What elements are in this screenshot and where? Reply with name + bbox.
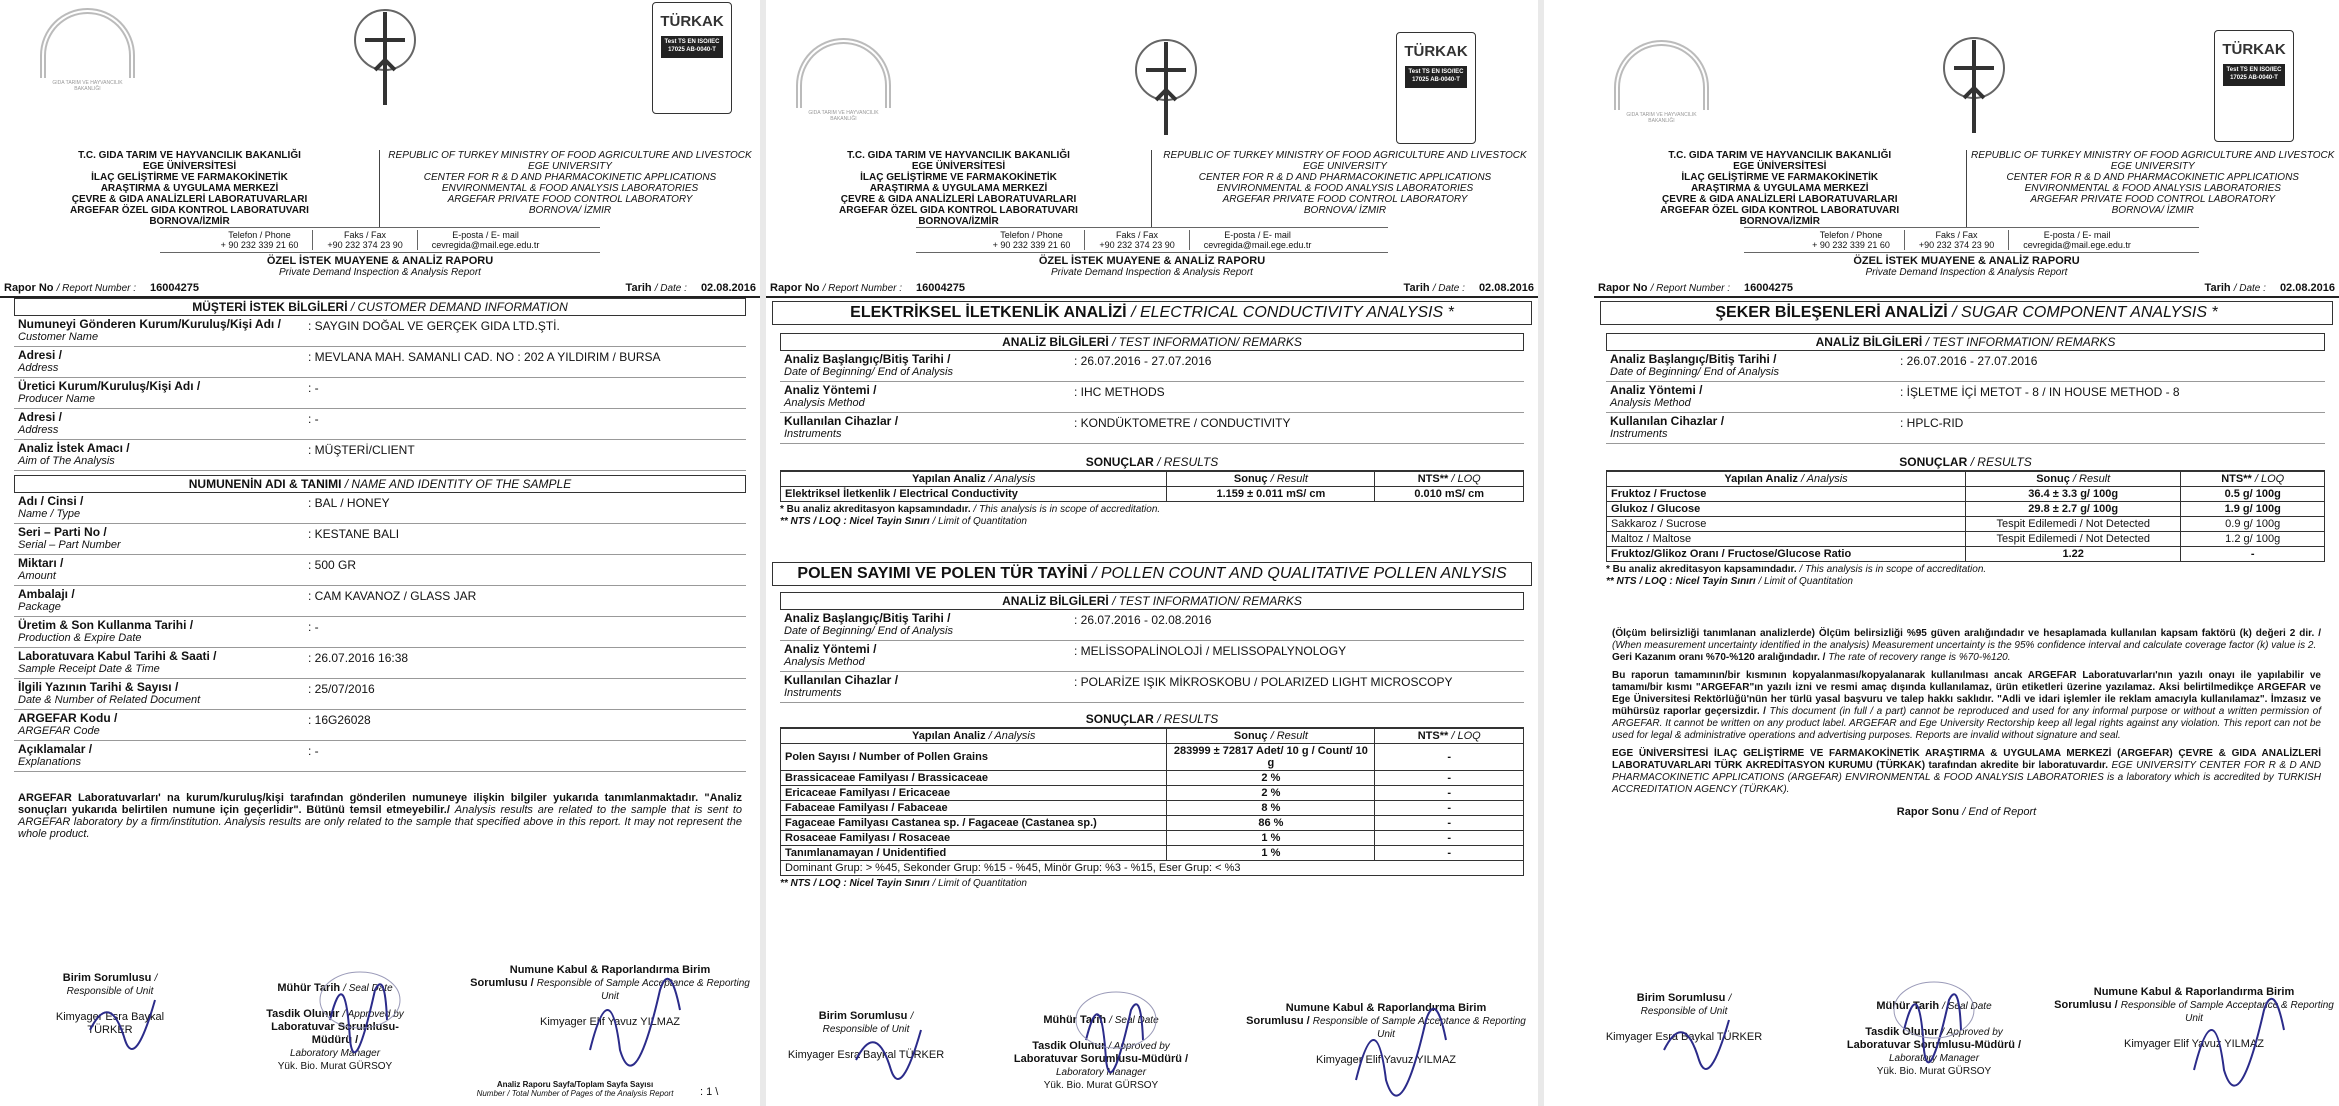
ec-analysis-title: ELEKTRİKSEL İLETKENLİK ANALİZİ / ELECTRICAL CONDUCTIVITY ANALYSIS *	[772, 301, 1532, 325]
table-row: Fagaceae Familyası Castanea sp. / Fagaceae (Castanea sp.) 86 % -	[781, 816, 1524, 831]
report-subtitle: Private Demand Inspection & Analysis Report	[1051, 267, 1253, 278]
field-receipt-date: Laboratuvara Kabul Tarihi & Saati / Sample Receipt Date & Time : 26.07.2016 16:38	[14, 648, 746, 679]
field-serial-number: Seri – Parti No / Serial – Part Number : KESTANE BALI	[14, 524, 746, 555]
contact-email: E-posta / E- mail cevregida@mail.ege.edu.tr	[417, 230, 554, 250]
table-row: Rosaceae Familyası / Rosaceae 1 % -	[781, 831, 1524, 846]
report-title: ÖZEL İSTEK MUAYENE & ANALİZ RAPORU	[266, 255, 494, 267]
accreditation-note: * Bu analiz akreditasyon kapsamındadır. / This analysis is in scope of accreditation. ** NTS / LOQ : Nicel Tayin Sınırı / Limit of Quantitation	[1606, 564, 1987, 587]
field-explanations: Açıklamalar / Explanations : -	[14, 741, 746, 772]
ec-field-instruments: Kullanılan Cihazlar / Instruments : KONDÜKTOMETRE / CONDUCTIVITY	[780, 413, 1524, 444]
sugar-field-instruments: Kullanılan Cihazlar / Instruments : HPLC-RID	[1606, 413, 2325, 444]
field-related-document: İlgili Yazının Tarihi & Sayısı / Date & Number of Related Document : 25/07/2016	[14, 679, 746, 710]
pollen-test-info-heading: ANALİZ BİLGİLERİ / TEST INFORMATION/ REMARKS	[780, 592, 1524, 610]
header-english: REPUBLIC OF TURKEY MINISTRY OF FOOD AGRICULTURE AND LIVESTOCK EGE UNIVERSITY CENTER FOR R & D AND PHARMACOKINETIC APPLICATIONS ENVIRONMENTAL & FOOD ANALYSIS LABORATORIES ARGEFAR PRIVATE FOOD CONTROL LABORATORY BORNOVA/ İZMIR	[388, 150, 752, 216]
end-of-report: Rapor Sonu / End of Report	[1896, 806, 2037, 818]
ministry-logo: GIDA TARIM VE HAYVANCILIK BAKANLIĞI	[1614, 40, 1709, 110]
sugar-results-table: Yapılan Analiz / Analysis Sonuç / Result NTS** / LOQ Fruktoz / Fructose 36.4 ± 3.3 g/ 100g 0.5 g/ 100g Glukoz / Glucose 29.8 ± 2.7 g/ 100g 1.9 g/ 100g Sakkaroz / Sucrose Tespit Edilemedi / Not Detected 0.9 g/ 100g Maltoz / Maltose Tespit Edilemedi / Not Detected 1.2 g/ 100g Fruktoz/Glikoz Oranı / Fructose/Glucose Ratio 1.22 -	[1606, 471, 2325, 562]
pollen-results-table: Yapılan Analiz / Analysis Sonuç / Result NTS** / LOQ Polen Sayısı / Number of Pollen Grains 283999 ± 72817 Adet/ 10 g / Count/ 10 g - Brassicaceae Familyası / Brassicaceae 2 % - Ericaceae Familyası / Ericaceae 2 % - Fabaceae Familyası / Fabaceae 8 % - Fagaceae Familyası Castanea sp. / Fagaceae (Castanea sp.) 86 % - Rosaceae Familyası / Rosaceae 1 % - Tanımlanamayan / Unidentified 1 % - Dominant Grup: > %45, Sekonder Grup: %15 - %45, Minör Grup: %3 - %15, Eser Grup: < %3	[780, 728, 1524, 876]
turkak-accreditation-logo: TÜRKAK Test TS EN ISO/IEC 17025 AB-0040-T	[1396, 32, 1476, 144]
header-lab-info: T.C. GIDA TARIM VE HAYVANCILIK BAKANLIĞI EGE ÜNİVERSİTESİ İLAÇ GELİŞTİRME VE FARMAKOKİNETİK ARAŞTIRMA & UYGULAMA MERKEZİ ÇEVRE & GIDA ANALİZLERİ LABORATUVARLARI ARGEFAR ÖZEL GIDA KONTROL LABORATUVARI BORNOVA/İZMİR REPUBLIC OF TURKEY MINISTRY OF FOOD AGRICULTURE AND LIVESTOCK EGE UNIVERSITY CENTER FOR R & D AND PHARMACOKINETIC APPLICATIONS ENVIRONMENTAL & FOOD ANALYSIS LABORATORIES ARGEFAR PRIVATE FOOD CONTROL LABORATORY BORNOVA/ İZMIR	[766, 150, 1538, 227]
field-customer-name: Numuneyi Gönderen Kurum/Kuruluş/Kişi Adı / Customer Name : SAYGIN DOĞAL VE GERÇEK GIDA LTD.ŞTİ.	[14, 316, 746, 347]
sugar-analysis-title: ŞEKER BİLEŞENLERİ ANALİZİ / SUGAR COMPONENT ANALYSIS *	[1600, 301, 2333, 325]
contact-bar: Telefon / Phone + 90 232 339 21 60 Faks / Fax +90 232 374 23 90 E-posta / E- mail cevregida@mail.ege.edu.tr	[916, 227, 1388, 253]
nts-note: ** NTS / LOQ : Nicel Tayin Sınırı / Limit of Quantitation	[780, 878, 1027, 889]
sugar-results-heading: SONUÇLAR / RESULTS	[1606, 454, 2325, 471]
contact-bar	[160, 227, 600, 253]
field-amount: Miktarı / Amount : 500 GR	[14, 555, 746, 586]
report-subtitle: Private Demand Inspection & Analysis Report	[1865, 267, 2068, 278]
report-title: ÖZEL İSTEK MUAYENE & ANALİZ RAPORU	[1038, 255, 1266, 267]
sugar-field-dates: Analiz Başlangıç/Bitiş Tarihi / Date of Beginning/ End of Analysis : 26.07.2016 - 27.07.2016	[1606, 351, 2325, 382]
ministry-logo: GIDA TARIM VE HAYVANCILIK BAKANLIĞI	[40, 8, 135, 78]
contact-bar: Telefon / Phone + 90 232 339 21 60 Faks / Fax +90 232 374 23 90 E-posta / E- mail cevregida@mail.ege.edu.tr	[1744, 227, 2199, 253]
field-customer-address: Adresi / Address : MEVLANA MAH. SAMANLI CAD. NO : 202 A YILDIRIM / BURSA	[14, 347, 746, 378]
report-page-3: GIDA TARIM VE HAYVANCILIK BAKANLIĞI TÜRKAK Test TS EN ISO/IEC 17025 AB-0040-T T.C. GIDA TARIM VE HAYVANCILIK BAKANLIĞI EGE ÜNİVERSİTESİ İLAÇ GELİŞTİRME VE FARMAKOKİNETİK ARAŞTIRMA & UYGULAMA MERKEZİ ÇEVRE & GIDA ANALİZLERİ LABORATUVARLARI ARGEFAR ÖZEL GIDA KONTROL LABORATUVARI BORNOVA/İZMİR REPUBLIC OF TURKEY MINISTRY OF FOOD AGRICULTURE AND LIVESTOCK EGE UNIVERSITY CENTER FOR R & D AND PHARMACOKINETIC APPLICATIONS ENVIRONMENTAL & FOOD ANALYSIS LABORATORIES ARGEFAR PRIVATE FOOD CONTROL LABORATORY BORNOVA/ İZMIR Telefon / Phone + 90 232 339 21 60 Faks / Fax +90 232 374 23 90 E-posta / E- mail cevregida@mail.ege.edu.tr ÖZEL İSTEK MUAYENE & ANALİZ RAPORU Private Demand Inspection & Analysis Report Rapor No / Report Number : 16004275 Tarih / Date : 02.08.2016 ŞEKER BİLEŞENLERİ ANALİZİ / SUGAR COMPONENT ANALYSIS * ANALİZ BİLGİLERİ / TEST INFORMATION/ REMARKS Analiz Başlangıç/Bitiş Tarihi / Date of Beginning/ End of Analysis : 26.07.2016 - 27.07.2016 Analiz Yöntemi / Analysis Method : İŞLETME İÇİ METOT - 8 / IN HOUSE METHOD - 8 Kullanılan Cihazlar / Instruments : HPLC-RID SONUÇLAR / RESULTS Yapılan Analiz / Analysis Sonuç / Result NTS** / LOQ Fruktoz / Fructose 36.4 ± 3.3 g/ 100g 0.5 g/ 100g Glukoz / Glucose 29.8 ± 2.7 g/ 100g 1.9 g/ 100g Sakkaroz / Sucrose Tespit Edilemedi / Not Detected 0.9 g/ 100g Maltoz / Maltose Tespit Edilemedi / Not Detected 1.2 g/ 100g Fruktoz/Glikoz Oranı / Fructose/Glucose Ratio 1.22 - * Bu analiz akreditasyon kapsamındadır. / This analysis is in scope of accreditation. ** NTS / LOQ : Nicel Tayin Sınırı / Limit of Quantitation (Ölçüm belirsizliği tanımlanan analizlerde) Ölçüm belirsizliği %95 güven aralığındadır ve hesaplamada kullanılan kapsam faktörü (k) değeri 2 dir. / (When measurement uncertainty identified in the analysis) Measurement uncertainty is the 95% confidence interval and calculate coverage factor (k) value is 2. Geri Kazanım oranı %70-%120 aralığındadır. / The rate of recovery range is %70-%120. Bu raporun tamamının/bir kısmının kopyalanması/kopyalanarak kullanılması ancak ARGEFAR Laboratuvarları'nın yazılı onayı ile yapılabilir ve tamamı/bir kısmı "ARGEFAR"ın yazılı izni ve resmi amaç dışında kullanılamaz, ürün etiketleri üzerine yazılamaz. Aksi belirtilmedikçe ARGEFAR ve Ege Üniversitesi Rektörlüğü'nün her türlü yasal başvuru ve talep hakkı saklıdır. "Adli ve idari işlemler ile reklam amacıyla kullanılamaz". İmzasız ve mühürsüz raporlar geçersizdir. / This document (in full / a part) cannot be reproduced and used for any informal purpose or without a written permission of ARGEFAR. It cannot be written on any product label. ARGEFAR and Ege University Rectorship keep all legal rights against any violation. This report can not be used for legal & administrative operations and advertising purposes. Reports are invalid without signature and seal. EGE ÜNİVERSİTESİ İLAÇ GELİŞTİRME VE FARMAKOKİNETİK ARAŞTIRMA & UYGULAMA MERKEZİ (ARGEFAR) ÇEVRE & GIDA ANALİZLERİ LABORATUVARLARI TÜRK AKREDİTASYON KURUMU (TÜRKAK) tarafından akredite bir laboratuvardır. EGE UNIVERSITY CENTER FOR R & D AND PHARMACOKINETIC APPLICATIONS (ARGEFAR) ENVIRONMENTAL & FOOD ANALYSIS LABORATORIES is a laboratory which is accredited by TURKISH ACCREDITATION AGENCY (TÜRKAK). Rapor Sonu / End of Report Birim Sorumlusu / Responsible of Unit Kimyager Esra Baykal TÜRKER Mühür Tarih / Seal Date Tasdik Olunur / Approved by Laboratuvar Sorumlusu-Müdürü / Laboratory Manager Yük. Bio. Murat GÜRSOY Numune Kabul & Raporlandırma Birim Sorumlusu / Responsible of Sample Acceptance & Reporting Unit Kimyager Elif Yavuz YILMAZ	[1544, 0, 2339, 1106]
header-lab-info	[0, 150, 760, 227]
turkak-accreditation-logo: TÜRKAK Test TS EN ISO/IEC 17025 AB-0040-T	[652, 2, 732, 114]
header-turkish: T.C. GIDA TARIM VE HAYVANCILIK BAKANLIĞI EGE ÜNİVERSİTESİ İLAÇ GELİŞTİRME VE FARMAKOKİNETİK ARAŞTIRMA & UYGULAMA MERKEZİ ÇEVRE & GIDA ANALİZLERİ LABORATUVARLARI ARGEFAR ÖZEL GIDA KONTROL LABORATUVARI BORNOVA/İZMİR	[0, 150, 380, 227]
table-row: Elektriksel İletkenlik / Electrical Conductivity 1.159 ± 0.011 mS/ cm 0.010 mS/ cm	[781, 487, 1524, 502]
report-subtitle: Private Demand Inspection & Analysis Report	[279, 267, 481, 278]
sugar-field-method: Analiz Yöntemi / Analysis Method : İŞLETME İÇİ METOT - 8 / IN HOUSE METHOD - 8	[1606, 382, 2325, 413]
ec-results-table: Yapılan Analiz / Analysis Sonuç / Result NTS** / LOQ Elektriksel İletkenlik / Electrical Conductivity 1.159 ± 0.011 mS/ cm 0.010 mS/ cm	[780, 471, 1524, 502]
report-date: 02.08.2016	[700, 282, 756, 294]
sugar-test-info-heading: ANALİZ BİLGİLERİ / TEST INFORMATION/ REMARKS	[1606, 333, 2325, 351]
logo-row	[0, 0, 760, 150]
report-page-1: GIDA TARIM VE HAYVANCILIK BAKANLIĞI TÜRKAK Test TS EN ISO/IEC 17025 AB-0040-T T.C. GIDA TARIM VE HAYVANCILIK BAKANLIĞI EGE ÜNİVERSİTESİ İLAÇ GELİŞTİRME VE FARMAKOKİNETİK ARAŞTIRMA & UYGULAMA MERKEZİ ÇEVRE & GIDA ANALİZLERİ LABORATUVARLARI ARGEFAR ÖZEL GIDA KONTROL LABORATUVARI BORNOVA/İZMİR REPUBLIC OF TURKEY MINISTRY OF FOOD AGRICULTURE AND LIVESTOCK EGE UNIVERSITY CENTER FOR R & D AND PHARMACOKINETIC APPLICATIONS ENVIRONMENTAL & FOOD ANALYSIS LABORATORIES ARGEFAR PRIVATE FOOD CONTROL LABORATORY BORNOVA/ İZMIR Telefon / Phone + 90 232 339 21 60 Faks / Fax +90 232 374 23 90 E-posta / E- mail cevregida@mail.ege.edu.tr ÖZEL İSTEK MUAYENE & ANALİZ RAPORU Private Demand Inspection & Analysis Report Rapor No / Report Number : 16004275 Tarih / Date : 02.08.2016 MÜŞTERİ İSTEK BİLGİLERİ / CUSTOMER DEMAND INFORMATION Numuneyi Gönderen Kurum/Kuruluş/Kişi Adı / Customer Name : SAYGIN DOĞAL VE GERÇEK GIDA LTD.ŞTİ. Adresi / Address : MEVLANA MAH. SAMANLI CAD. NO : 202 A YILDIRIM / BURSA Üretici Kurum/Kuruluş/Kişi Adı / Producer Name : - Adresi / Address : - Analiz İstek Amacı / Aim of The Analysis : MÜŞTERİ/CLIENT NUMUNENİN ADI & TANIMI / NAME AND IDENTITY OF THE SAMPLE Adı / Cinsi / Name / Type : BAL / HONEY Seri – Parti No / Serial – Part Number : KESTANE BALI Miktarı / Amount : 500 GR Ambalajı / Package : CAM KAVANOZ / GLASS JAR Üretim & Son Kullanma Tarihi / Production & Expire Date : - Laboratuvara Kabul Tarihi & Saati / Sample Receipt Date & Time : 26.07.2016 16:38 İlgili Yazının Tarihi & Sayısı / Date & Number of Related Document : 25/07/2016 ARGEFAR Kodu / ARGEFAR Code : 16G26028 Açıklamalar / Explanations : - ARGEFAR Laboratuvarları' na kurum/kuruluş/kişi tarafından gönderilen numuneye ilişkin bilgiler yukarıda tanımlanmaktadır. "Analiz sonuçları yukarıda belirtilen numune için geçerlidir". Bütünü temsil etmeyebilir./ Analysis results are related to the sample that is sent to ARGEFAR laboratory by a firm/institution. Analysis results are only related to the sample that specified above in this report. It may not represent the whole product. Birim Sorumlusu / Responsible of Unit Kimyager Esra Baykal TÜRKER Mühür Tarih / Seal Date Tasdik Olunur / Approved by Laboratuvar Sorumlusu-Müdürü / Laboratory Manager Yük. Bio. Murat GÜRSOY Numune Kabul & Raporlandırma Birim Sorumlusu / Responsible of Sample Acceptance & Reporting Unit Kimyager Elif Yavuz YILMAZ Analiz Raporu Sayfa/Toplam Sayfa Sayısı Number / Total Number of Pages of the Analysis Report : 1 \	[0, 0, 760, 1106]
table-row: Tanımlanamayan / Unidentified 1 % -	[781, 846, 1524, 861]
field-package: Ambalajı / Package : CAM KAVANOZ / GLASS JAR	[14, 586, 746, 617]
table-row: Maltoz / Maltose Tespit Edilemedi / Not Detected 1.2 g/ 100g	[1607, 532, 2325, 547]
accreditation-note: * Bu analiz akreditasyon kapsamındadır. / This analysis is in scope of accreditation. ** NTS / LOQ : Nicel Tayin Sınırı / Limit of Quantitation	[780, 504, 1161, 527]
pollen-field-method: Analiz Yöntemi / Analysis Method : MELİSSOPALİNOLOJİ / MELISSOPALYNOLOGY	[780, 641, 1524, 672]
table-row: Dominant Grup: > %45, Sekonder Grup: %15 - %45, Minör Grup: %3 - %15, Eser Grup: < %3	[781, 861, 1524, 876]
uncertainty-note: (Ölçüm belirsizliği tanımlanan analizlerde) Ölçüm belirsizliği %95 güven aralığındadır ve hesaplamada kullanılan kapsam faktörü (k) değeri 2 dir. / (When measurement uncertainty identified in the analysis) Measurement uncertainty is the 95% confidence interval and calculate coverage factor (k) value is 2. Geri Kazanım oranı %70-%120 aralığındadır. / The rate of recovery range is %70-%120.	[1612, 628, 2321, 663]
report-number-bar: Rapor No / Report Number : 16004275 Tarih / Date : 02.08.2016	[1594, 280, 2339, 298]
field-production-expire: Üretim & Son Kullanma Tarihi / Production & Expire Date : -	[14, 617, 746, 648]
logo-row	[1544, 0, 2339, 150]
pollen-results-heading: SONUÇLAR / RESULTS	[780, 711, 1524, 728]
ege-university-hand-logo	[1934, 28, 2014, 138]
customer-fields	[0, 316, 760, 471]
table-row: Ericaceae Familyası / Ericaceae 2 % -	[781, 786, 1524, 801]
table-row: Fruktoz / Fructose 36.4 ± 3.3 g/ 100g 0.5 g/ 100g	[1607, 487, 2325, 502]
ege-university-hand-logo	[345, 0, 425, 110]
ege-university-hand-logo	[1126, 30, 1206, 140]
ec-test-info-heading: ANALİZ BİLGİLERİ / TEST INFORMATION/ REMARKS	[780, 333, 1524, 351]
copyright-note: Bu raporun tamamının/bir kısmının kopyalanması/kopyalanarak kullanılması ancak ARGEFAR Laboratuvarları'nın yazılı onayı ile yapılabilir ve tamamı/bir kısmı "ARGEFAR"ın yazılı izni ve resmi amaç dışında kullanılamaz, ürün etiketleri üzerine yazılamaz. Aksi belirtilmedikçe ARGEFAR ve Ege Üniversitesi Rektörlüğü'nün her türlü yasal başvuru ve talep hakkı saklıdır. "Adli ve idari işlemler ile reklam amacıyla kullanılamaz". İmzasız ve mühürsüz raporlar geçersizdir. / This document (in full / a part) cannot be reproduced and used for any informal purpose or without a written permission of ARGEFAR. It cannot be written on any product label. ARGEFAR and Ege University Rectorship keep all legal rights against any violation. This report can not be used for legal & administrative operations and advertising purposes. Reports are invalid without signature and seal.	[1612, 670, 2321, 741]
report-title: ÖZEL İSTEK MUAYENE & ANALİZ RAPORU	[1853, 255, 2080, 267]
report-number-bar: Rapor No / Report Number : 16004275 Tarih / Date : 02.08.2016	[0, 280, 760, 298]
turkak-accreditation-logo: TÜRKAK Test TS EN ISO/IEC 17025 AB-0040-T	[2214, 30, 2294, 142]
field-sample-name: Adı / Cinsi / Name / Type : BAL / HONEY	[14, 493, 746, 524]
table-row: Sakkaroz / Sucrose Tespit Edilemedi / Not Detected 0.9 g/ 100g	[1607, 517, 2325, 532]
sample-identity-heading: NUMUNENİN ADI & TANIMI / NAME AND IDENTITY OF THE SAMPLE	[14, 475, 746, 493]
field-producer-name: Üretici Kurum/Kuruluş/Kişi Adı / Producer Name : -	[14, 378, 746, 409]
ministry-logo: GIDA TARIM VE HAYVANCILIK BAKANLIĞI	[796, 38, 891, 108]
contact-phone: Telefon / Phone + 90 232 339 21 60	[220, 230, 299, 250]
ec-field-dates: Analiz Başlangıç/Bitiş Tarihi / Date of Beginning/ End of Analysis : 26.07.2016 - 27.07.2016	[780, 351, 1524, 382]
table-row: Fabaceae Familyası / Fabaceae 8 % -	[781, 801, 1524, 816]
pollen-analysis-title: POLEN SAYIMI VE POLEN TÜR TAYİNİ / POLLEN COUNT AND QUALITATIVE POLLEN ANLYSIS	[772, 562, 1532, 586]
table-row: Fruktoz/Glikoz Oranı / Fructose/Glucose Ratio 1.22 -	[1607, 547, 2325, 562]
accreditation-statement: EGE ÜNİVERSİTESİ İLAÇ GELİŞTİRME VE FARMAKOKİNETİK ARAŞTIRMA & UYGULAMA MERKEZİ (ARGEFAR) ÇEVRE & GIDA ANALİZLERİ LABORATUVARLARI TÜRK AKREDİTASYON KURUMU (TÜRKAK) tarafından akredite bir laboratuvardır. EGE UNIVERSITY CENTER FOR R & D AND PHARMACOKINETIC APPLICATIONS (ARGEFAR) ENVIRONMENTAL & FOOD ANALYSIS LABORATORIES is a laboratory which is accredited by TURKISH ACCREDITATION AGENCY (TÜRKAK).	[1612, 748, 2321, 795]
report-page-2: GIDA TARIM VE HAYVANCILIK BAKANLIĞI TÜRKAK Test TS EN ISO/IEC 17025 AB-0040-T T.C. GIDA TARIM VE HAYVANCILIK BAKANLIĞI EGE ÜNİVERSİTESİ İLAÇ GELİŞTİRME VE FARMAKOKİNETİK ARAŞTIRMA & UYGULAMA MERKEZİ ÇEVRE & GIDA ANALİZLERİ LABORATUVARLARI ARGEFAR ÖZEL GIDA KONTROL LABORATUVARI BORNOVA/İZMİR REPUBLIC OF TURKEY MINISTRY OF FOOD AGRICULTURE AND LIVESTOCK EGE UNIVERSITY CENTER FOR R & D AND PHARMACOKINETIC APPLICATIONS ENVIRONMENTAL & FOOD ANALYSIS LABORATORIES ARGEFAR PRIVATE FOOD CONTROL LABORATORY BORNOVA/ İZMIR Telefon / Phone + 90 232 339 21 60 Faks / Fax +90 232 374 23 90 E-posta / E- mail cevregida@mail.ege.edu.tr ÖZEL İSTEK MUAYENE & ANALİZ RAPORU Private Demand Inspection & Analysis Report Rapor No / Report Number : 16004275 Tarih / Date : 02.08.2016 ELEKTRİKSEL İLETKENLİK ANALİZİ / ELECTRICAL CONDUCTIVITY ANALYSIS * ANALİZ BİLGİLERİ / TEST INFORMATION/ REMARKS Analiz Başlangıç/Bitiş Tarihi / Date of Beginning/ End of Analysis : 26.07.2016 - 27.07.2016 Analiz Yöntemi / Analysis Method : IHC METHODS Kullanılan Cihazlar / Instruments : KONDÜKTOMETRE / CONDUCTIVITY SONUÇLAR / RESULTS Yapılan Analiz / Analysis Sonuç / Result NTS** / LOQ Elektriksel İletkenlik / Electrical Conductivity 1.159 ± 0.011 mS/ cm 0.010 mS/ cm * Bu analiz akreditasyon kapsamındadır. / This analysis is in scope of accreditation. ** NTS / LOQ : Nicel Tayin Sınırı / Limit of Quantitation POLEN SAYIMI VE POLEN TÜR TAYİNİ / POLLEN COUNT AND QUALITATIVE POLLEN ANLYSIS ANALİZ BİLGİLERİ / TEST INFORMATION/ REMARKS Analiz Başlangıç/Bitiş Tarihi / Date of Beginning/ End of Analysis : 26.07.2016 - 02.08.2016 Analiz Yöntemi / Analysis Method : MELİSSOPALİNOLOJİ / MELISSOPALYNOLOGY Kullanılan Cihazlar / Instruments : POLARİZE IŞIK MİKROSKOBU / POLARIZED LIGHT MICROSCOPY SONUÇLAR / RESULTS Yapılan Analiz / Analysis Sonuç / Result NTS** / LOQ Polen Sayısı / Number of Pollen Grains 283999 ± 72817 Adet/ 10 g / Count/ 10 g - Brassicaceae Familyası / Brassicaceae 2 % - Ericaceae Familyası / Ericaceae 2 % - Fabaceae Familyası / Fabaceae 8 % - Fagaceae Familyası Castanea sp. / Fagaceae (Castanea sp.) 86 % - Rosaceae Familyası / Rosaceae 1 % - Tanımlanamayan / Unidentified 1 % - Dominant Grup: > %45, Sekonder Grup: %15 - %45, Minör Grup: %3 - %15, Eser Grup: < %3 ** NTS / LOQ : Nicel Tayin Sınırı / Limit of Quantitation Birim Sorumlusu / Responsible of Unit Kimyager Esra Baykal TÜRKER Mühür Tarih / Seal Date Tasdik Olunur / Approved by Laboratuvar Sorumlusu-Müdürü / Laboratory Manager Yük. Bio. Murat GÜRSOY Numune Kabul & Raporlandırma Birim Sorumlusu / Responsible of Sample Acceptance & Reporting Unit Kimyager Elif Yavuz YILMAZ	[766, 0, 1538, 1106]
header-lab-info: T.C. GIDA TARIM VE HAYVANCILIK BAKANLIĞI EGE ÜNİVERSİTESİ İLAÇ GELİŞTİRME VE FARMAKOKİNETİK ARAŞTIRMA & UYGULAMA MERKEZİ ÇEVRE & GIDA ANALİZLERİ LABORATUVARLARI ARGEFAR ÖZEL GIDA KONTROL LABORATUVARI BORNOVA/İZMİR REPUBLIC OF TURKEY MINISTRY OF FOOD AGRICULTURE AND LIVESTOCK EGE UNIVERSITY CENTER FOR R & D AND PHARMACOKINETIC APPLICATIONS ENVIRONMENTAL & FOOD ANALYSIS LABORATORIES ARGEFAR PRIVATE FOOD CONTROL LABORATORY BORNOVA/ İZMIR	[1594, 150, 2339, 227]
logo-row	[766, 0, 1538, 150]
field-analysis-aim: Analiz İstek Amacı / Aim of The Analysis : MÜŞTERİ/CLIENT	[14, 440, 746, 471]
table-row: Brassicaceae Familyası / Brassicaceae 2 % -	[781, 771, 1524, 786]
page-count-footer: Analiz Raporu Sayfa/Toplam Sayfa Sayısı Number / Total Number of Pages of the Analysis Report	[476, 1080, 674, 1098]
ec-field-method: Analiz Yöntemi / Analysis Method : IHC METHODS	[780, 382, 1524, 413]
customer-info-heading: MÜŞTERİ İSTEK BİLGİLERİ / CUSTOMER DEMAND INFORMATION	[14, 298, 746, 316]
page-count: : 1 \	[700, 1086, 719, 1098]
report-number: 16004275	[150, 282, 199, 294]
report-number-bar: Rapor No / Report Number : 16004275 Tarih / Date : 02.08.2016	[766, 280, 1538, 298]
table-row: Glukoz / Glucose 29.8 ± 2.7 g/ 100g 1.9 g/ 100g	[1607, 502, 2325, 517]
field-argefar-code: ARGEFAR Kodu / ARGEFAR Code : 16G26028	[14, 710, 746, 741]
pollen-field-instruments: Kullanılan Cihazlar / Instruments : POLARİZE IŞIK MİKROSKOBU / POLARIZED LIGHT MICROSCOPY	[780, 672, 1524, 703]
legal-notes	[1594, 628, 2339, 818]
sample-fields	[0, 493, 760, 772]
sample-disclaimer: ARGEFAR Laboratuvarları' na kurum/kuruluş/kişi tarafından gönderilen numuneye ilişkin bilgiler yukarıda tanımlanmaktadır. "Analiz sonuçları yukarıda belirtilen numune için geçerlidir". Bütünü temsil etmeyebilir./ Analysis results are related to the sample that is sent to ARGEFAR laboratory by a firm/institution. Analysis results are only related to the sample that specified above in this report. It may not represent the whole product.	[18, 792, 742, 840]
table-row: Polen Sayısı / Number of Pollen Grains 283999 ± 72817 Adet/ 10 g / Count/ 10 g -	[781, 744, 1524, 771]
contact-fax: Faks / Fax +90 232 374 23 90	[312, 230, 416, 250]
pollen-field-dates: Analiz Başlangıç/Bitiş Tarihi / Date of Beginning/ End of Analysis : 26.07.2016 - 02.08.2016	[780, 610, 1524, 641]
field-producer-address: Adresi / Address : -	[14, 409, 746, 440]
ec-results-heading: SONUÇLAR / RESULTS	[780, 454, 1524, 471]
